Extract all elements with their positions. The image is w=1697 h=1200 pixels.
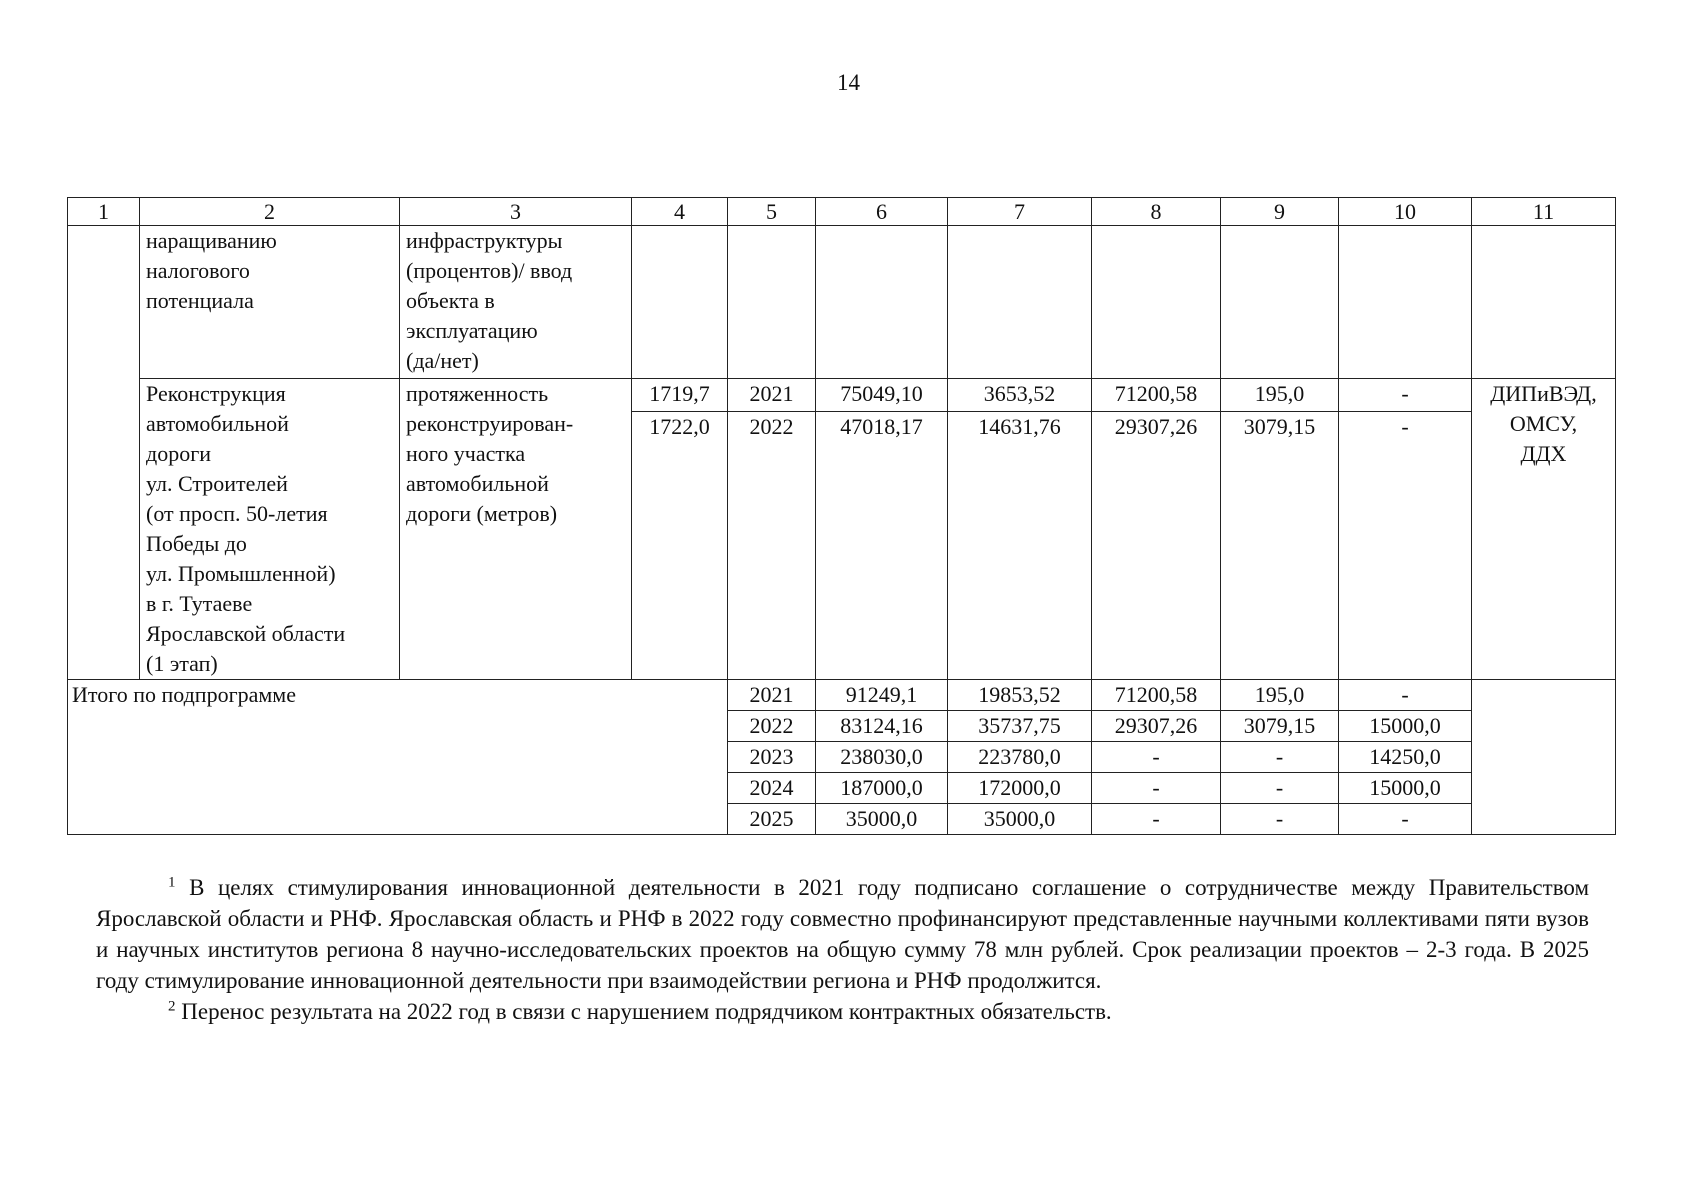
value-cell: 71200,58 xyxy=(1092,680,1221,711)
empty-cell xyxy=(1472,226,1616,379)
value-cell: - xyxy=(1339,379,1472,412)
value-cell: - xyxy=(1092,804,1221,835)
empty-cell xyxy=(948,226,1092,379)
value-cell: 71200,58 xyxy=(1092,379,1221,412)
value-cell: - xyxy=(1092,742,1221,773)
footnote-mark: 1 xyxy=(168,874,176,891)
header-cell: 2 xyxy=(140,198,400,226)
value-cell: 35000,0 xyxy=(948,804,1092,835)
value-cell: 14631,76 xyxy=(948,412,1092,680)
value-cell: 14250,0 xyxy=(1339,742,1472,773)
indicator-cell: протяженность реконструирован- ного участка автомобильной дороги (метров) xyxy=(400,379,632,680)
header-cell: 11 xyxy=(1472,198,1616,226)
program-table xyxy=(67,197,1616,835)
value-cell: - xyxy=(1339,680,1472,711)
header-cell: 3 xyxy=(400,198,632,226)
value-cell: 195,0 xyxy=(1221,680,1339,711)
header-cell: 5 xyxy=(728,198,816,226)
footnote-mark: 2 xyxy=(168,998,176,1015)
year-cell: 2021 xyxy=(728,680,816,711)
year-cell: 2024 xyxy=(728,773,816,804)
value-cell: - xyxy=(1339,412,1472,680)
value-cell: 223780,0 xyxy=(948,742,1092,773)
value-cell: 35737,75 xyxy=(948,711,1092,742)
empty-cell xyxy=(1221,226,1339,379)
value-cell: 1722,0 xyxy=(632,412,728,680)
value-cell: 29307,26 xyxy=(1092,711,1221,742)
empty-cell xyxy=(728,226,816,379)
task-cell: наращиванию налогового потенциала xyxy=(140,226,400,379)
value-cell: 195,0 xyxy=(1221,379,1339,412)
value-cell: 172000,0 xyxy=(948,773,1092,804)
value-cell: - xyxy=(1221,742,1339,773)
column-number-row xyxy=(68,198,1616,226)
header-cell: 1 xyxy=(68,198,140,226)
value-cell: - xyxy=(1339,804,1472,835)
task-cell: Реконструкция автомобильной дороги ул. Строителей (от просп. 50-летия Победы до ул. Промышленной) в г. Тутаеве Ярославской области (1 этап) xyxy=(140,379,400,680)
page-number: 14 xyxy=(837,70,860,95)
value-cell: 15000,0 xyxy=(1339,711,1472,742)
value-cell: 75049,10 xyxy=(816,379,948,412)
value-cell: 15000,0 xyxy=(1339,773,1472,804)
empty-cell xyxy=(632,226,728,379)
header-cell: 10 xyxy=(1339,198,1472,226)
value-cell: 91249,1 xyxy=(816,680,948,711)
year-cell: 2021 xyxy=(728,379,816,412)
empty-cell xyxy=(1472,680,1616,835)
empty-cell xyxy=(816,226,948,379)
footnote xyxy=(96,872,1589,996)
value-cell: 3079,15 xyxy=(1221,711,1339,742)
year-cell: 2022 xyxy=(728,711,816,742)
value-cell: 3653,52 xyxy=(948,379,1092,412)
table-row xyxy=(68,226,1616,379)
footnote xyxy=(96,996,1589,1027)
header-cell: 4 xyxy=(632,198,728,226)
footnotes xyxy=(96,872,1589,1027)
indicator-cell: инфраструктуры (процентов)/ ввод объекта в эксплуатацию (да/нет) xyxy=(400,226,632,379)
value-cell: 3079,15 xyxy=(1221,412,1339,680)
value-cell: 29307,26 xyxy=(1092,412,1221,680)
total-row xyxy=(68,680,1616,711)
header-cell: 7 xyxy=(948,198,1092,226)
year-cell: 2023 xyxy=(728,742,816,773)
value-cell: 35000,0 xyxy=(816,804,948,835)
number-cell xyxy=(68,226,140,680)
value-cell: 1719,7 xyxy=(632,379,728,412)
total-label: Итого по подпрограмме xyxy=(68,680,728,835)
footnote-text: Перенос результата на 2022 год в связи с нарушением подрядчиком контрактных обязательств. xyxy=(181,999,1112,1024)
year-cell: 2025 xyxy=(728,804,816,835)
header-cell: 8 xyxy=(1092,198,1221,226)
header-cell: 6 xyxy=(816,198,948,226)
empty-cell xyxy=(1092,226,1221,379)
year-cell: 2022 xyxy=(728,412,816,680)
value-cell: 187000,0 xyxy=(816,773,948,804)
value-cell: - xyxy=(1221,773,1339,804)
value-cell: 83124,16 xyxy=(816,711,948,742)
table-row xyxy=(68,379,1616,412)
executor-cell: ДИПиВЭД, ОМСУ, ДДХ xyxy=(1472,379,1616,680)
value-cell: - xyxy=(1221,804,1339,835)
value-cell: - xyxy=(1092,773,1221,804)
value-cell: 238030,0 xyxy=(816,742,948,773)
header-cell: 9 xyxy=(1221,198,1339,226)
value-cell: 47018,17 xyxy=(816,412,948,680)
footnote-text: В целях стимулирования инновационной деятельности в 2021 году подписано соглашение о сотрудничестве между Правительством Ярославской области и РНФ. Ярославская область и РНФ в 2022 году совместно профинансируют представленные научными коллективами пяти вузов и научных институтов региона 8 научно-исследовательских проектов на общую сумму 78 млн рублей. Срок реализации проектов – 2-3 года. В 2025 году стимулирование инновационной деятельности при взаимодействии региона и РНФ продолжится. xyxy=(96,875,1590,993)
value-cell: 19853,52 xyxy=(948,680,1092,711)
empty-cell xyxy=(1339,226,1472,379)
